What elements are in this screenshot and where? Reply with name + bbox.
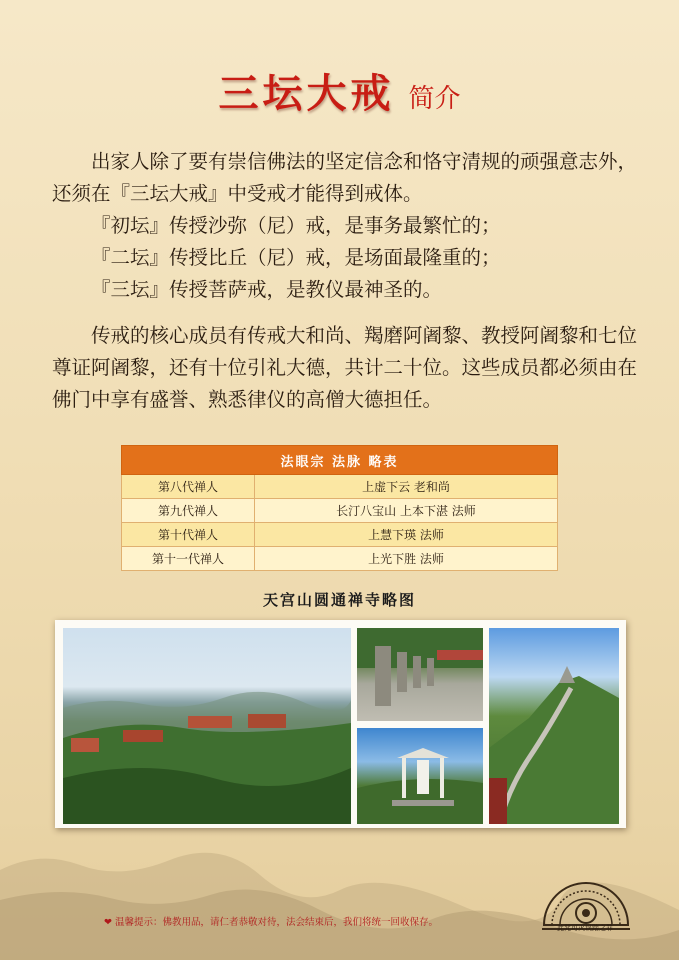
- master-cell: 长汀八宝山 上本下湛 法师: [255, 499, 558, 523]
- stone-pagodas-photo: [357, 628, 483, 721]
- table-row: [122, 499, 558, 523]
- photo-collage: [55, 620, 626, 828]
- temple-panorama-photo: [63, 628, 351, 824]
- master-cell: 上光下胜 法师: [255, 547, 558, 571]
- master-cell: 上慧下瑛 法师: [255, 523, 558, 547]
- generation-cell: 第八代禅人: [122, 475, 255, 499]
- lineage-table-header: 法眼宗 法脉 略表: [122, 446, 558, 475]
- title-sub: 简介: [408, 84, 461, 114]
- map-title: 天宫山圆通禅寺略图: [262, 591, 416, 609]
- title-main: 三坛大戒: [218, 70, 395, 117]
- mantra-seal-icon: [538, 855, 634, 933]
- lineage-table: [121, 445, 558, 571]
- intro-item-1: 『初坛』传授沙弥（尼）戒，是事务最繁忙的；: [91, 214, 501, 237]
- pavilion-photo: [357, 728, 483, 824]
- table-row: [122, 475, 558, 499]
- master-cell: 上虚下云 老和尚: [255, 475, 558, 499]
- seal-caption: 此咒可灭误踏之罪: [557, 924, 613, 932]
- intro-paragraph-2: 传戒的核心成员有传戒大和尚、羯磨阿阇黎、教授阿阇黎和七位尊证阿阇黎，还有十位引礼大德，共计二十位。这些成员都必须由在佛门中享有盛誉、熟悉律仪的高僧大德担任。: [52, 324, 638, 411]
- mountain-summit-photo: [489, 628, 619, 824]
- footer-notice: [104, 914, 438, 928]
- intro-item-3: 『三坛』传授菩萨戒，是教仪最神圣的。: [91, 278, 443, 301]
- intro-paragraph-1: 出家人除了要有崇信佛法的坚定信念和恪守清规的顽强意志外，还须在『三坛大戒』中受戒才能得到戒体。: [52, 150, 638, 205]
- generation-cell: 第九代禅人: [122, 499, 255, 523]
- table-row: [122, 523, 558, 547]
- intro-text: [52, 146, 642, 416]
- table-row: [122, 547, 558, 571]
- intro-item-2: 『二坛』传授比丘（尼）戒，是场面最隆重的；: [91, 246, 501, 269]
- page-title: [0, 62, 679, 119]
- generation-cell: 第十代禅人: [122, 523, 255, 547]
- generation-cell: 第十一代禅人: [122, 547, 255, 571]
- heart-icon: ❤: [104, 917, 112, 928]
- notice-text: 温馨提示：佛教用品，请仁者恭敬对待，法会结束后，我们将统一回收保存。: [115, 917, 439, 928]
